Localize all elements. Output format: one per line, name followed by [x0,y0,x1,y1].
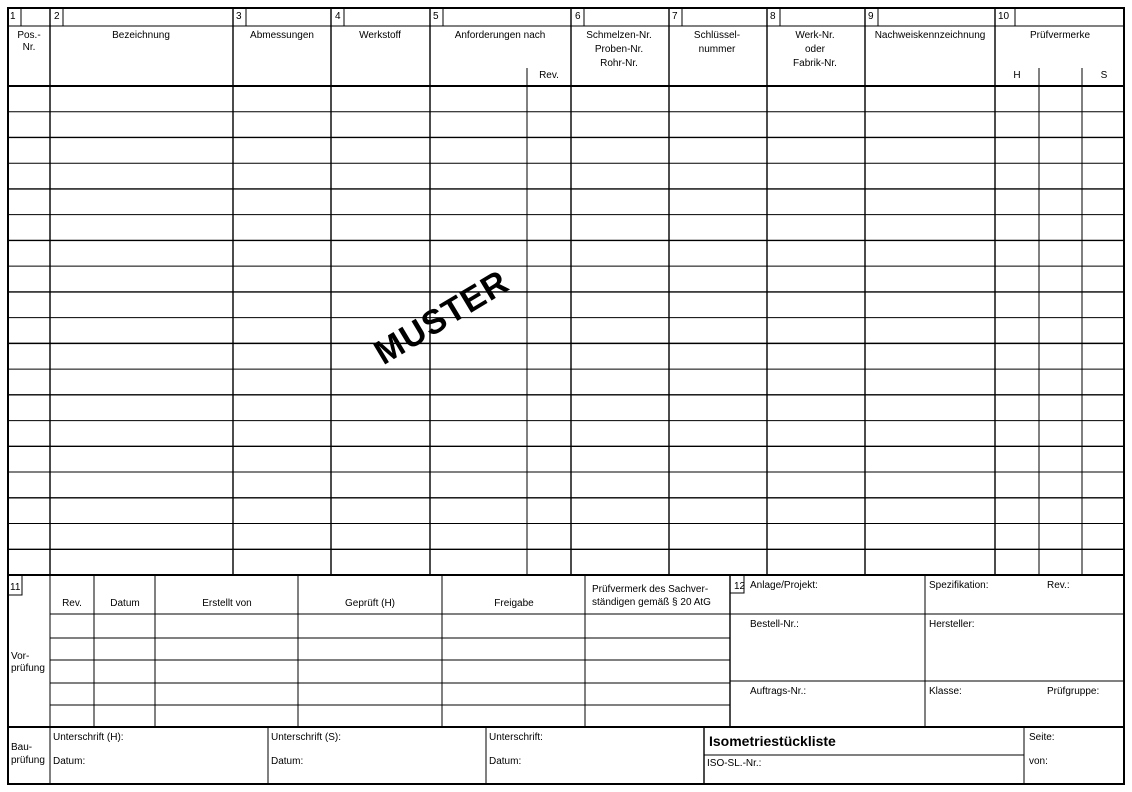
datum-h-label: Datum: [53,756,86,767]
vorpruefung-label-1: Vor- [11,651,30,662]
datum-label: Datum: [489,756,522,767]
rev-label: Rev.: [1047,580,1070,591]
iso-sl-nr-label: ISO-SL.-Nr.: [707,758,762,769]
spezifikation-label: Spezifikation: [929,580,989,591]
col-werkstoff-label: Werkstoff [359,30,401,41]
col-werk-label-2: oder [804,44,826,55]
col-bezeichnung-label: Bezeichnung [112,30,170,41]
anlage-projekt-label: Anlage/Projekt: [750,580,818,591]
col-9-number: 9 [868,11,874,22]
col-schmelzen-label-1: Schmelzen-Nr. [586,30,652,41]
signature-label: Unterschrift: [489,732,543,743]
col-abmessungen-label: Abmessungen [250,30,314,41]
col-pos-label-2: Nr. [22,42,36,53]
col-pruefvermerke-label: Prüfvermerke [1029,30,1091,41]
auftrags-nr-label: Auftrags-Nr.: [750,686,807,697]
col-pruefvermerke-h: H [1013,70,1021,81]
form-title: Isometriestückliste [709,733,836,749]
section-11-number: 11 [10,582,21,593]
vorpruefung-geprueft-header: Geprüft (H) [344,598,396,609]
col-7-number: 7 [672,11,678,22]
vorpruefung-datum-header: Datum [110,598,140,609]
col-anforderungen-label: Anforderungen nach [454,30,546,41]
seite-label: Seite: [1029,732,1055,743]
col-4-number: 4 [335,11,341,22]
outer-border [8,8,1124,784]
col-6-number: 6 [575,11,581,22]
col-nachweis-label: Nachweiskennzeichnung [874,30,986,41]
col-2-number: 2 [54,11,60,22]
col-1-number: 1 [10,11,16,22]
signature-s-label: Unterschrift (S): [271,732,342,743]
section-12-number: 12 [734,581,746,592]
vorpruefung-erstellt-header: Erstellt von [202,598,252,609]
col-3-number: 3 [236,11,242,22]
col-schmelzen-label-2: Proben-Nr. [594,44,644,55]
muster-watermark: MUSTER [367,262,516,373]
col-pruefvermerke-s: S [1100,70,1108,81]
col-8-number: 8 [770,11,776,22]
hersteller-label: Hersteller: [929,619,975,630]
vorpruefung-rev-header: Rev. [62,598,82,609]
bauprufung-label-2: prüfung [11,755,45,766]
col-schluessel-label-2: nummer [698,44,736,55]
col-werk-label-1: Werk-Nr. [795,30,835,41]
klasse-label: Klasse: [929,686,962,697]
col-5-number: 5 [433,11,439,22]
von-label: von: [1029,756,1048,767]
datum-s-label: Datum: [271,756,304,767]
sv-label-1: Prüfvermerk des Sachver- [592,584,709,595]
sv-label-2: ständigen gemäß § 20 AtG [592,597,711,608]
col-schluessel-label-1: Schlüssel- [693,30,741,41]
col-10-number: 10 [998,11,1010,22]
signature-h-label: Unterschrift (H): [53,732,124,743]
bestell-nr-label: Bestell-Nr.: [750,619,799,630]
vorpruefung-label-2: prüfung [11,663,45,674]
bauprufung-label-1: Bau- [11,742,33,753]
col-werk-label-3: Fabrik-Nr. [793,58,837,69]
col-anforderungen-rev: Rev. [539,70,559,81]
col-schmelzen-label-3: Rohr-Nr. [600,58,638,69]
vorpruefung-freigabe-header: Freigabe [494,598,534,609]
pruefgruppe-label: Prüfgruppe: [1047,686,1100,697]
col-pos-label-1: Pos.- [17,30,41,41]
